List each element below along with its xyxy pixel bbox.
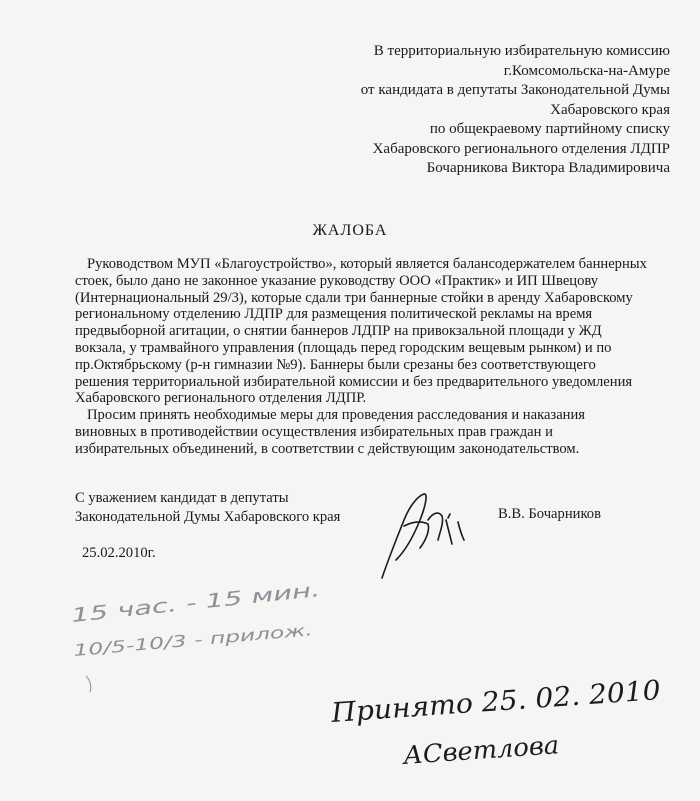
addressee-line: Бочарникова Виктора Владимировича xyxy=(426,160,670,176)
addressee-line: Хабаровского края xyxy=(550,101,670,118)
pencil-mark xyxy=(86,676,91,692)
complaint-paragraph: Руководством МУП «Благоустройство», который является балансодержателем баннерных стоек, было дано не законное указание руководству ООО «Практик» и ИП Швецову (Интернациональный 29/3), которые сдали три баннерные стойки в аренду Хабаровскому региональному отделению ЛДПР для размещения политической рекламы на время предвыборной агитации, о снятии баннеров ЛДПР на привокзальной площади у ЖД вокзала, у трамвайного управления (площадь перед городским вещевым рынком) и по пр.Октябрьскому (р-н гимназии №9). Баннеры были срезаны без соответствующего решения территориальной избирательной комиссии и без предварительного уведомления Хабаровского регионального отделения ЛДПР. xyxy=(75,256,647,407)
closing-line: С уважением кандидат в депутаты xyxy=(75,490,289,506)
received-text: Принято 25. 02. 2010 xyxy=(330,676,648,729)
closing-line: Законодательной Думы Хабаровского края xyxy=(75,509,341,525)
signer-name: В.В. Бочарников xyxy=(498,506,601,522)
addressee-line: г.Комсомольска-на-Амуре xyxy=(503,62,670,79)
pencil-note xyxy=(70,579,321,660)
document-date: 25.02.2010г. xyxy=(82,545,156,561)
addressee-line: по общекраевому партийному списку xyxy=(429,121,670,137)
complaint-paragraph: Просим принять необходимые меры для проведения расследования и наказания виновных в противодействии осуществления избирательных прав граждан и избирательных объединений, в соответствии с действующим законодательством. xyxy=(75,407,586,457)
addressee-line: Хабаровского регионального отделения ЛДПР xyxy=(372,140,670,157)
pencil-note-line: 15 час. - 15 мин. xyxy=(70,587,236,627)
document-title: ЖАЛОБА xyxy=(312,222,388,239)
addressee-line: В территориальную избирательную комиссию xyxy=(373,43,670,59)
addressee-line: от кандидата в депутаты Законодательной Думы xyxy=(360,82,670,98)
receiver-signature: АСветлова xyxy=(402,730,556,770)
received-note xyxy=(329,675,661,770)
signature-icon xyxy=(382,494,464,578)
pencil-note-line: 10/5-10/3 - прилож. xyxy=(72,626,238,660)
